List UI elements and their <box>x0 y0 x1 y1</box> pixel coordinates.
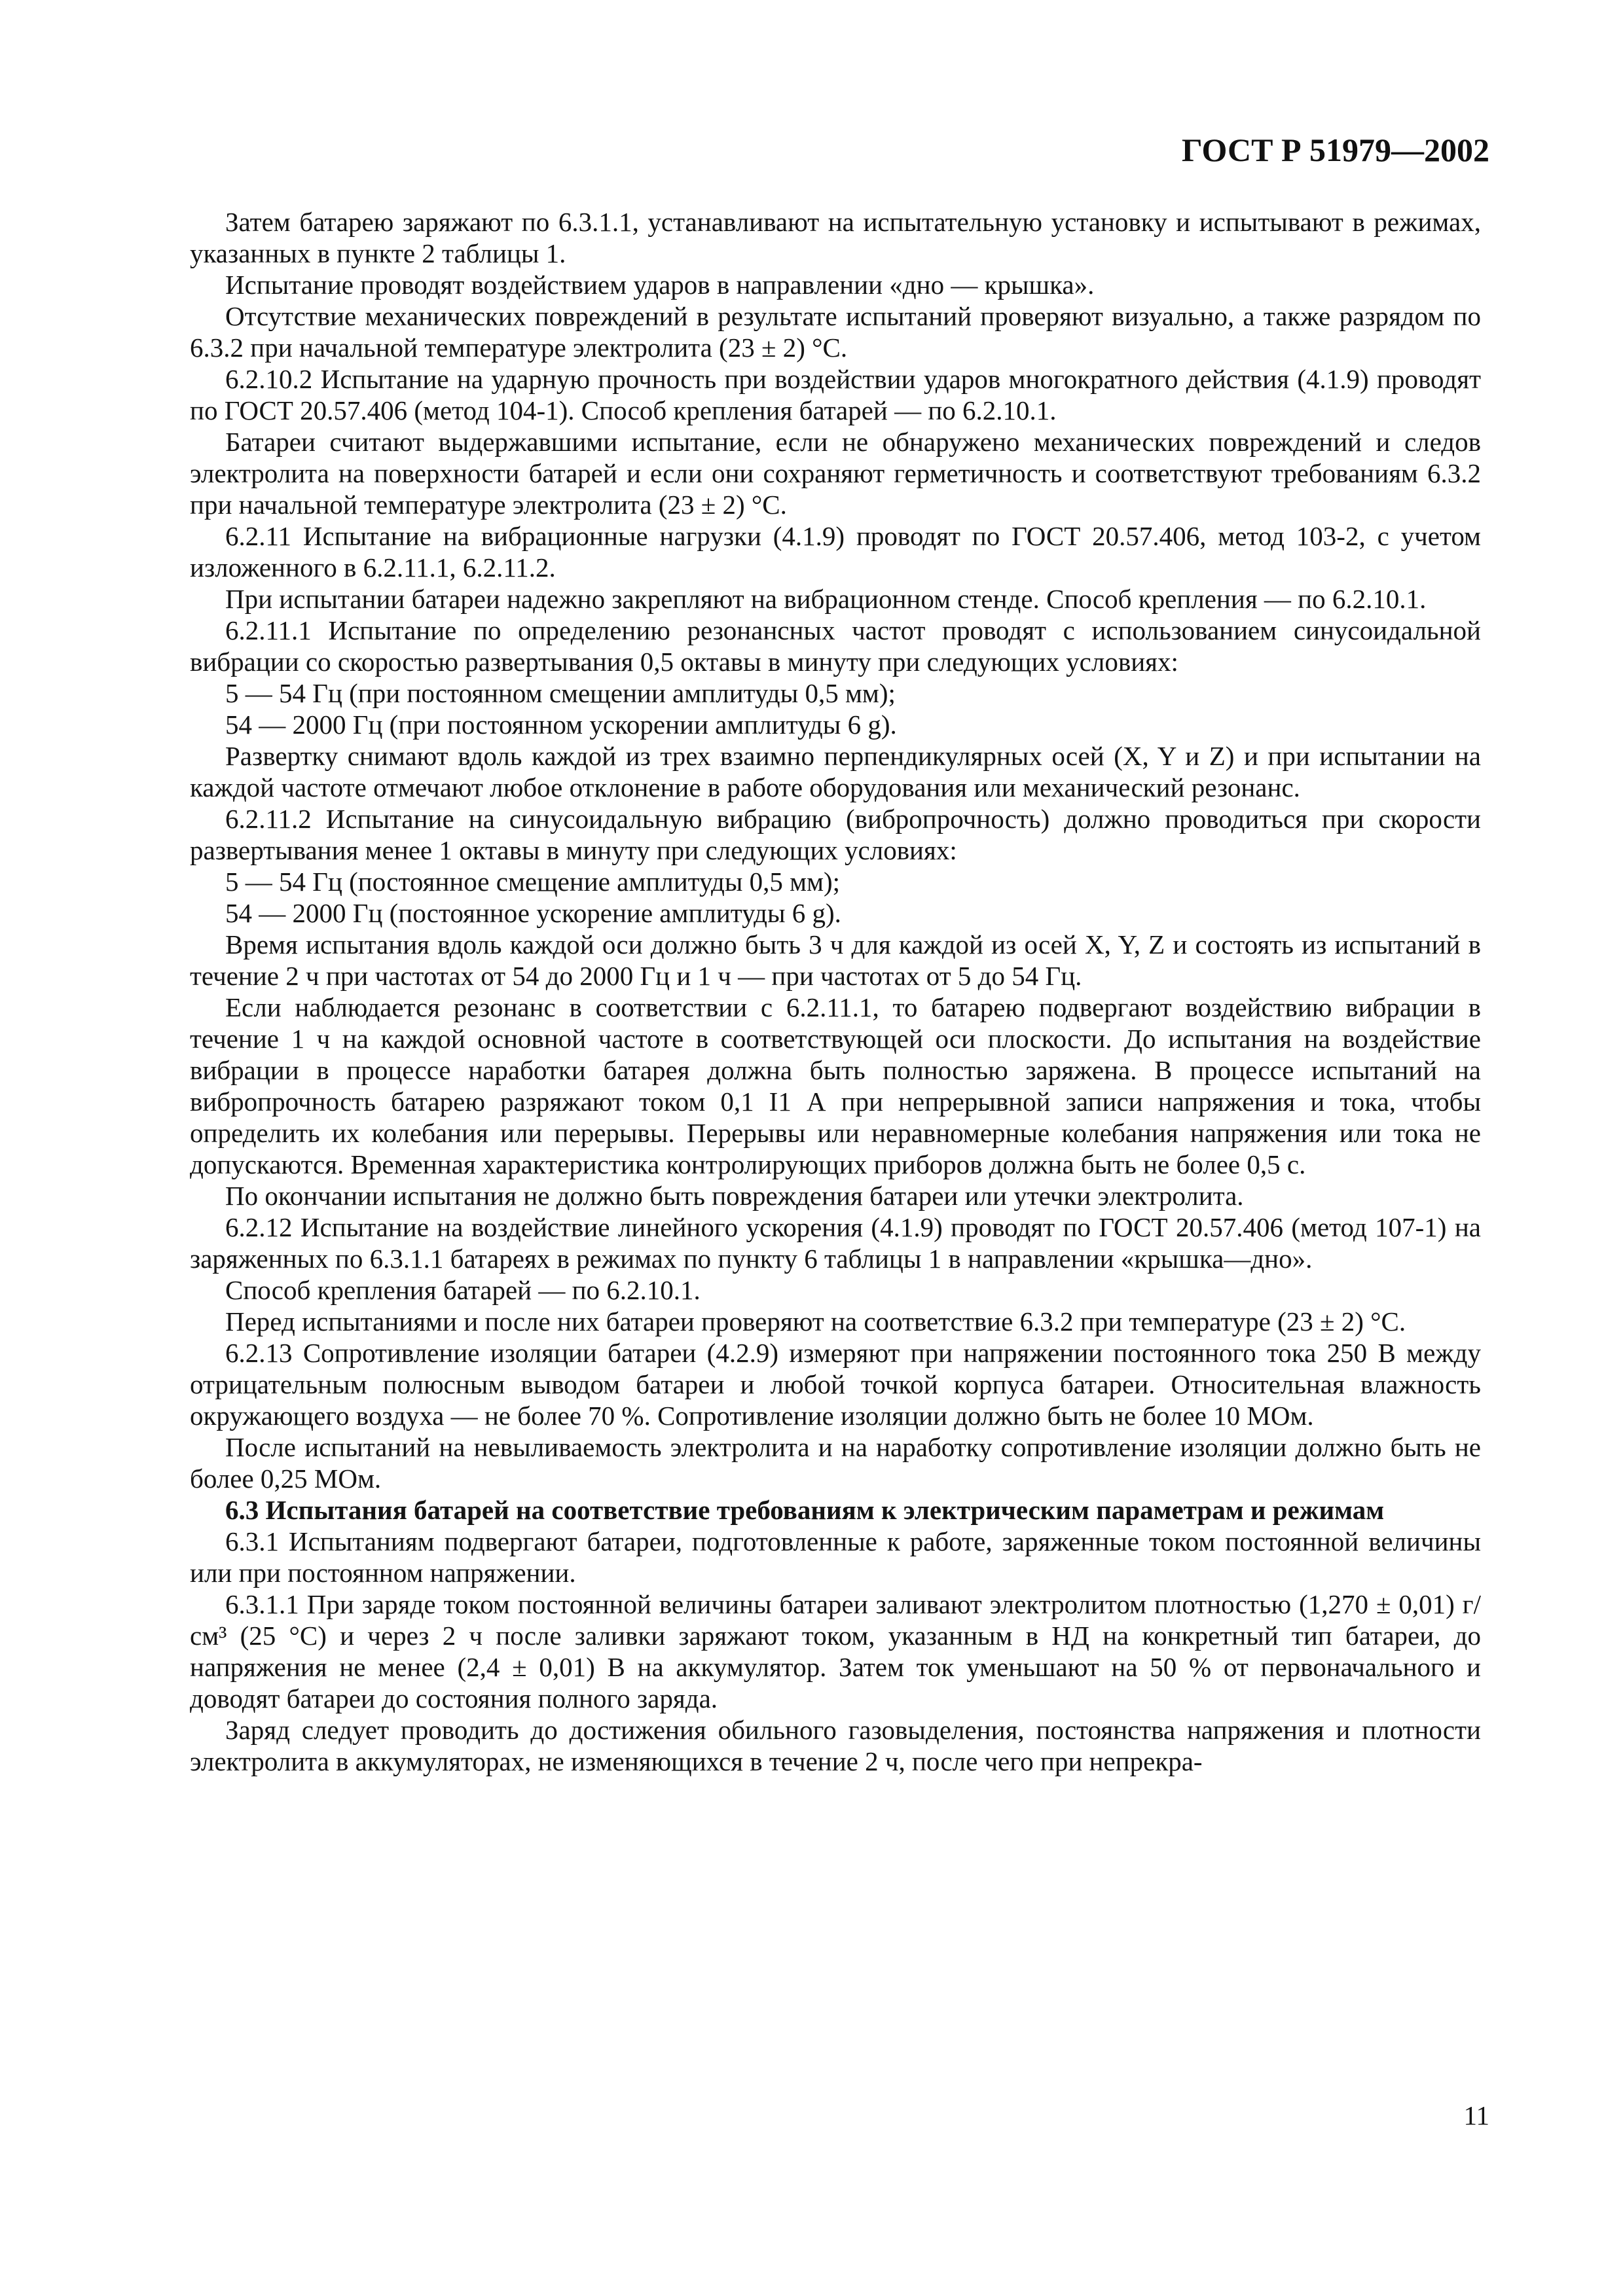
paragraph: 6.2.10.2 Испытание на ударную прочность при воздействии ударов многократного действия (4.1.9) проводят по ГОСТ 20.57.406 (метод 104-1). Способ крепления батарей — по 6.2.10.1. <box>190 364 1481 425</box>
paragraph: 54 — 2000 Гц (при постоянном ускорении амплитуды 6 g). <box>225 709 897 740</box>
paragraph: 5 — 54 Гц (постоянное смещение амплитуды 0,5 мм); <box>225 867 841 897</box>
paragraph: 5 — 54 Гц (при постоянном смещении амплитуды 0,5 мм); <box>225 678 896 708</box>
paragraph: Если наблюдается резонанс в соответствии с 6.2.11.1, то батарею подвергают воздействию вибрации в течение 1 ч на каждой основной частоте в соответствующей оси плоскости. До испытания на воздействие вибрации в процессе наработки батарея должна быть полностью заряжена. В процессе испытаний на вибропрочность батарею разряжают током 0,1 I1 А при непрерывной записи напряжения и тока, чтобы определить их колебания или перерывы. Перерывы или неравномерные колебания напряжения или тока не допускаются. Временная характеристика контролирующих приборов должна быть не более 0,5 с. <box>190 992 1481 1179</box>
paragraph: После испытаний на невыливаемость электролита и на наработку сопротивление изоляции должно быть не более 0,25 МОм. <box>190 1432 1481 1494</box>
page-number: 11 <box>1463 2100 1489 2130</box>
paragraph: Затем батарею заряжают по 6.3.1.1, устанавливают на испытательную установку и испытывают в режимах, указанных в пункте 2 таблицы 1. <box>190 207 1481 268</box>
paragraph: Способ крепления батарей — по 6.2.10.1. <box>225 1275 701 1305</box>
paragraph: Батареи считают выдержавшими испытание, если не обнаружено механических повреждений и следов электролита на поверхности батарей и если они сохраняют герметичность и соответствуют требованиям 6.3.2 при начальной температуре электролита (23 ± 2) °С. <box>190 427 1481 520</box>
paragraph: 6.2.13 Сопротивление изоляции батареи (4.2.9) измеряют при напряжении постоянного тока 250 В между отрицательным полюсным выводом батареи и любой точкой корпуса батареи. Относительная влажность окружающего воздуха — не более 70 %. Сопротивление изоляции должно быть не более 10 МОм. <box>190 1338 1481 1431</box>
paragraph: 6.3.1 Испытаниям подвергают батареи, подготовленные к работе, заряженные током постоянной величины или при постоянном напряжении. <box>190 1526 1481 1588</box>
paragraph: 6.2.11.2 Испытание на синусоидальную вибрацию (вибропрочность) должно проводиться при скорости развертывания менее 1 октавы в минуту при следующих условиях: <box>190 804 1481 865</box>
paragraph: При испытании батареи надежно закрепляют на вибрационном стенде. Способ крепления — по 6.2.10.1. <box>225 584 1427 614</box>
section-heading: 6.3 Испытания батарей на соответствие требованиям к электрическим параметрам и режимам <box>225 1495 1385 1525</box>
paragraph: 6.2.11 Испытание на вибрационные нагрузки (4.1.9) проводят по ГОСТ 20.57.406, метод 103-2, с учетом изложенного в 6.2.11.1, 6.2.11.2. <box>190 521 1481 583</box>
paragraph: 6.2.11.1 Испытание по определению резонансных частот проводят с использованием синусоидальной вибрации со скоростью развертывания 0,5 октавы в минуту при следующих условиях: <box>190 615 1481 677</box>
paragraph: 54 — 2000 Гц (постоянное ускорение амплитуды 6 g). <box>225 898 841 928</box>
paragraph: Время испытания вдоль каждой оси должно быть 3 ч для каждой из осей X, Y, Z и состоять из испытаний в течение 2 ч при частотах от 54 до 2000 Гц и 1 ч — при частотах от 5 до 54 Гц. <box>190 929 1481 991</box>
paragraph: Испытание проводят воздействием ударов в направлении «дно — крышка». <box>225 270 1095 300</box>
document-body <box>190 206 1481 1777</box>
paragraph: Заряд следует проводить до достижения обильного газовыделения, постоянства напряжения и плотности электролита в аккумуляторах, не изменяющихся в течение 2 ч, после чего при непрекра- <box>190 1715 1481 1776</box>
standard-number: ГОСТ Р 51979—2002 <box>1181 132 1489 168</box>
paragraph: Перед испытаниями и после них батареи проверяют на соответствие 6.3.2 при температуре (23 ± 2) °С. <box>225 1306 1406 1336</box>
paragraph: Развертку снимают вдоль каждой из трех взаимно перпендикулярных осей (X, Y и Z) и при испытании на каждой частоте отмечают любое отклонение в работе оборудования или механический резонанс. <box>190 741 1481 802</box>
paragraph: По окончании испытания не должно быть повреждения батареи или утечки электролита. <box>225 1181 1244 1211</box>
paragraph: 6.3.1.1 При заряде током постоянной величины батареи заливают электролитом плотностью (1,270 ± 0,01) г/см³ (25 °С) и через 2 ч после заливки заряжают током, указанным в НД на конкретный тип батареи, до напряжения не менее (2,4 ± 0,01) В на аккумулятор. Затем ток уменьшают на 50 % от первоначального и доводят батареи до состояния полного заряда. <box>190 1589 1481 1713</box>
paragraph: Отсутствие механических повреждений в результате испытаний проверяют визуально, а также разрядом по 6.3.2 при начальной температуре электролита (23 ± 2) °С. <box>190 301 1481 363</box>
paragraph: 6.2.12 Испытание на воздействие линейного ускорения (4.1.9) проводят по ГОСТ 20.57.406 (метод 107-1) на заряженных по 6.3.1.1 батареях в режимах по пункту 6 таблицы 1 в направлении «крышка—дно». <box>190 1212 1481 1274</box>
